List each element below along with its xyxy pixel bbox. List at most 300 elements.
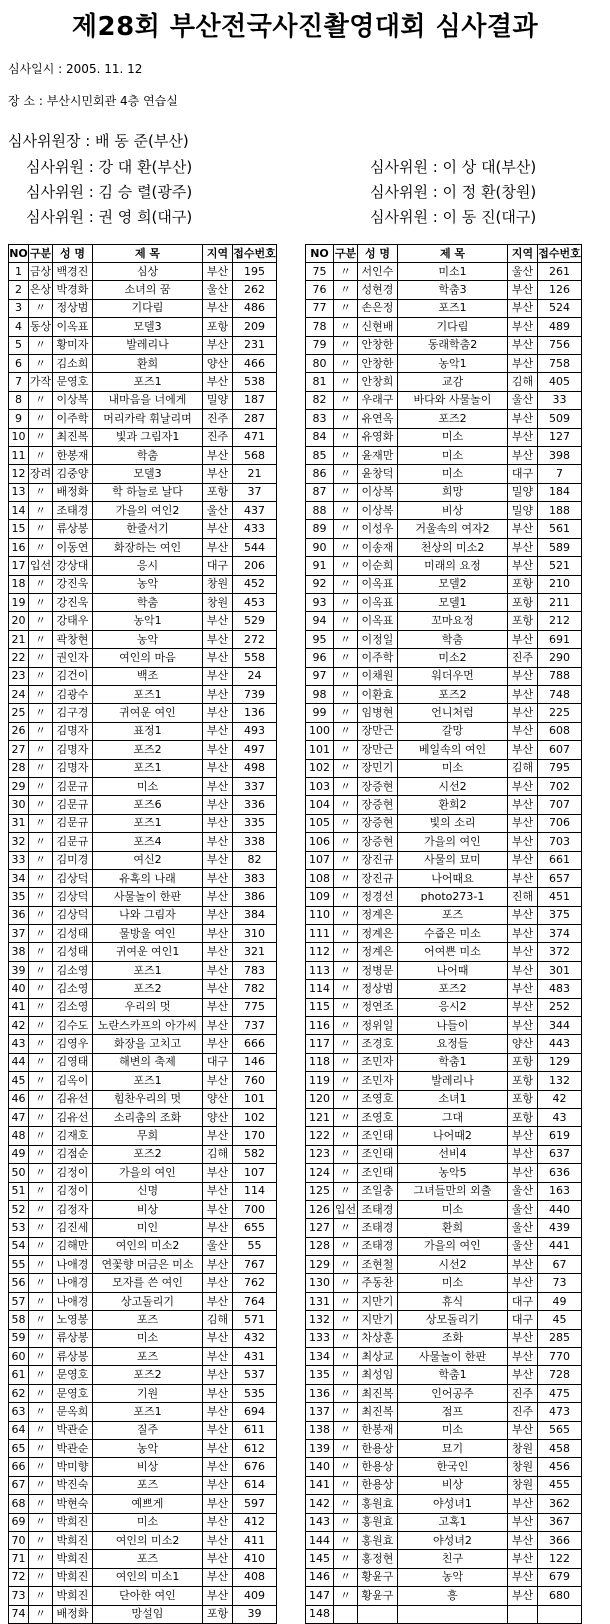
cell-category: 〃	[334, 741, 358, 759]
cell-title: 갈망	[398, 722, 508, 740]
table-row	[306, 796, 582, 814]
cell-region: 부산	[203, 1200, 233, 1218]
cell-no: 46	[9, 1090, 29, 1108]
table-row	[9, 263, 277, 281]
table-row	[306, 1053, 582, 1071]
cell-entry-no: 408	[233, 1568, 277, 1586]
col-header-name: 성 명	[358, 245, 398, 263]
cell-name: 김구경	[53, 704, 93, 722]
cell-title: 나어때요	[398, 869, 508, 887]
cell-no: 138	[306, 1421, 334, 1439]
cell-category: 〃	[29, 1219, 53, 1237]
cell-no: 38	[9, 943, 29, 961]
table-row	[306, 373, 582, 391]
cell-entry-no: 452	[233, 575, 277, 593]
cell-region: 부산	[508, 1568, 538, 1586]
cell-title: 농악	[93, 575, 203, 593]
cell-title: 학춤	[93, 446, 203, 464]
cell-entry-no: 211	[538, 594, 582, 612]
cell-name: 이주학	[358, 649, 398, 667]
cell-category: 〃	[334, 483, 358, 501]
cell-no: 90	[306, 538, 334, 556]
cell-name: 장증현	[358, 796, 398, 814]
cell-entry-no: 666	[233, 1035, 277, 1053]
table-row	[306, 1256, 582, 1274]
cell-entry-no: 431	[233, 1348, 277, 1366]
cell-region: 김해	[203, 1311, 233, 1329]
cell-name: 한봉재	[53, 446, 93, 464]
cell-entry-no: 129	[538, 1053, 582, 1071]
col-header-region: 지역	[203, 245, 233, 263]
cell-category: 〃	[334, 575, 358, 593]
cell-no: 18	[9, 575, 29, 593]
cell-name: 최성임	[358, 1366, 398, 1384]
table-row	[306, 1403, 582, 1421]
cell-title: 응시	[93, 557, 203, 575]
cell-region: 포항	[508, 1053, 538, 1071]
cell-entry-no: 607	[538, 741, 582, 759]
cell-no: 63	[9, 1403, 29, 1421]
cell-title: 망설임	[93, 1605, 203, 1623]
cell-category: 〃	[29, 1274, 53, 1292]
cell-title: 그대	[398, 1108, 508, 1126]
table-row	[9, 741, 277, 759]
cell-title: 미소	[398, 428, 508, 446]
table-row	[306, 428, 582, 446]
table-row	[306, 520, 582, 538]
cell-name: 김정이	[53, 1164, 93, 1182]
cell-name: 김명자	[53, 722, 93, 740]
cell-name: 장진규	[358, 869, 398, 887]
cell-entry-no: 132	[538, 1072, 582, 1090]
cell-name: 장증현	[358, 814, 398, 832]
cell-name: 조일충	[358, 1182, 398, 1200]
cell-category: 〃	[334, 1568, 358, 1586]
table-row	[306, 1476, 582, 1494]
cell-entry-no: 691	[538, 630, 582, 648]
cell-name: 주동찬	[358, 1274, 398, 1292]
cell-title: 미소	[398, 446, 508, 464]
cell-title: 미래의 요정	[398, 557, 508, 575]
cell-category: 〃	[334, 1440, 358, 1458]
cell-entry-no: 475	[538, 1384, 582, 1402]
cell-entry-no: 336	[233, 796, 277, 814]
cell-title: 연꽃향 머금은 미소	[93, 1256, 203, 1274]
table-row	[9, 869, 277, 887]
col-header-title: 제 목	[398, 245, 508, 263]
cell-no: 45	[9, 1072, 29, 1090]
table-row	[9, 502, 277, 520]
cell-region: 창원	[203, 575, 233, 593]
table-row	[306, 336, 582, 354]
cell-no: 3	[9, 299, 29, 317]
table-row	[306, 980, 582, 998]
cell-category: 〃	[334, 428, 358, 446]
cell-no: 143	[306, 1513, 334, 1531]
table-row	[9, 1256, 277, 1274]
cell-category: 〃	[334, 925, 358, 943]
cell-category: 〃	[334, 1274, 358, 1292]
cell-no: 22	[9, 649, 29, 667]
cell-name: 김유선	[53, 1090, 93, 1108]
cell-name: 김해만	[53, 1237, 93, 1255]
cell-entry-no: 252	[538, 998, 582, 1016]
cell-title: 모델3	[93, 318, 203, 336]
cell-no: 47	[9, 1108, 29, 1126]
cell-title: 유혹의 나래	[93, 869, 203, 887]
cell-name: 배정화	[53, 1605, 93, 1623]
cell-no: 96	[306, 649, 334, 667]
cell-entry-no: 788	[538, 667, 582, 685]
cell-category: 〃	[334, 704, 358, 722]
table-row	[306, 1292, 582, 1310]
cell-no: 11	[9, 446, 29, 464]
table-row	[9, 281, 277, 299]
cell-category: 〃	[29, 575, 53, 593]
table-row	[9, 833, 277, 851]
cell-entry-no: 170	[233, 1127, 277, 1145]
cell-entry-no: 136	[233, 704, 277, 722]
col-header-entry-no: 접수번호	[233, 245, 277, 263]
cell-no: 117	[306, 1035, 334, 1053]
cell-title: 상모돌리기	[398, 1311, 508, 1329]
cell-category: 〃	[334, 373, 358, 391]
cell-entry-no: 102	[233, 1108, 277, 1126]
cell-category: 〃	[334, 1384, 358, 1402]
cell-category: 〃	[334, 502, 358, 520]
cell-no: 23	[9, 667, 29, 685]
cell-no: 9	[9, 410, 29, 428]
table-row	[306, 961, 582, 979]
cell-region: 부산	[203, 299, 233, 317]
cell-entry-no: 440	[538, 1200, 582, 1218]
cell-title: 비상	[398, 1476, 508, 1494]
cell-region: 양산	[203, 1090, 233, 1108]
cell-name: 한봉재	[358, 1421, 398, 1439]
cell-title: 모자를 쓴 여인	[93, 1274, 203, 1292]
table-header-row	[9, 245, 277, 263]
cell-name: 최진복	[53, 428, 93, 446]
cell-category: 〃	[334, 391, 358, 409]
cell-title: 귀여운 여인	[93, 704, 203, 722]
table-row	[9, 318, 277, 336]
cell-category: 〃	[334, 318, 358, 336]
cell-region: 부산	[508, 428, 538, 446]
cell-name: 정경선	[358, 888, 398, 906]
cell-entry-no: 619	[538, 1127, 582, 1145]
cell-title: 미소	[398, 1274, 508, 1292]
table-row	[306, 1219, 582, 1237]
cell-region: 부산	[508, 741, 538, 759]
cell-title: 가을의 여인2	[93, 502, 203, 520]
cell-category: 가작	[29, 373, 53, 391]
cell-no: 76	[306, 281, 334, 299]
cell-region: 부산	[508, 814, 538, 832]
cell-name: 장증현	[358, 833, 398, 851]
cell-title: 흥	[398, 1587, 508, 1605]
cell-region: 부산	[203, 833, 233, 851]
cell-region: 부산	[508, 538, 538, 556]
cell-region: 부산	[203, 1513, 233, 1531]
table-row	[306, 1329, 582, 1347]
cell-title: 포즈2	[398, 685, 508, 703]
cell-title: 농악	[398, 1568, 508, 1586]
cell-category: 〃	[29, 1164, 53, 1182]
cell-entry-no: 782	[233, 980, 277, 998]
cell-region: 부산	[508, 1421, 538, 1439]
cell-region: 창원	[508, 1458, 538, 1476]
cell-name: 문영호	[53, 1366, 93, 1384]
cell-entry-no: 544	[233, 538, 277, 556]
cell-category: 장려	[29, 465, 53, 483]
cell-category: 〃	[29, 741, 53, 759]
cell-region: 부산	[203, 1568, 233, 1586]
cell-category: 〃	[29, 906, 53, 924]
cell-no: 70	[9, 1531, 29, 1549]
cell-entry-no: 337	[233, 777, 277, 795]
cell-entry-no: 362	[538, 1495, 582, 1513]
table-row	[306, 263, 582, 281]
cell-region: 포항	[508, 612, 538, 630]
cell-entry-no: 535	[233, 1384, 277, 1402]
table-row	[306, 465, 582, 483]
cell-title: 미소	[398, 1421, 508, 1439]
table-row	[9, 520, 277, 538]
cell-region: 부산	[203, 1292, 233, 1310]
cell-name: 곽창현	[53, 630, 93, 648]
cell-entry-no: 188	[538, 502, 582, 520]
cell-region: 부산	[203, 1348, 233, 1366]
cell-no: 131	[306, 1292, 334, 1310]
cell-region: 포항	[508, 575, 538, 593]
cell-title: 미소	[398, 465, 508, 483]
cell-entry-no: 187	[233, 391, 277, 409]
table-row	[9, 1072, 277, 1090]
cell-no: 57	[9, 1292, 29, 1310]
cell-no: 61	[9, 1366, 29, 1384]
cell-name: 이환효	[358, 685, 398, 703]
cell-name: 정계은	[358, 943, 398, 961]
cell-name: 김영태	[53, 1053, 93, 1071]
table-row	[9, 1384, 277, 1402]
cell-no: 114	[306, 980, 334, 998]
cell-name: 김점순	[53, 1145, 93, 1163]
cell-title: 비상	[93, 1458, 203, 1476]
cell-no: 56	[9, 1274, 29, 1292]
cell-entry-no: 707	[538, 796, 582, 814]
cell-category: 〃	[334, 1495, 358, 1513]
jury-chair: 심사위원장 : 배 동 준(부산)	[8, 132, 189, 150]
cell-category: 〃	[334, 538, 358, 556]
cell-name: 김문규	[53, 833, 93, 851]
cell-region: 부산	[203, 888, 233, 906]
cell-region: 울산	[203, 1237, 233, 1255]
cell-region: 진주	[508, 649, 538, 667]
table-row	[306, 685, 582, 703]
cell-title: 해변의 축제	[93, 1053, 203, 1071]
table-row	[9, 796, 277, 814]
cell-region: 포항	[203, 1605, 233, 1623]
cell-region: 대구	[508, 1311, 538, 1329]
cell-no: 128	[306, 1237, 334, 1255]
results-table-left	[8, 244, 277, 1624]
cell-title: 학춤1	[398, 1366, 508, 1384]
cell-title: 화장하는 여인	[93, 538, 203, 556]
cell-category	[334, 1605, 358, 1623]
cell-name: 김정자	[53, 1200, 93, 1218]
table-row	[9, 925, 277, 943]
table-row	[9, 557, 277, 575]
cell-category: 〃	[29, 483, 53, 501]
cell-region: 김해	[508, 759, 538, 777]
cell-title: 소리춤의 조화	[93, 1108, 203, 1126]
cell-region: 부산	[203, 685, 233, 703]
cell-no: 66	[9, 1458, 29, 1476]
cell-no: 55	[9, 1256, 29, 1274]
page-title: 제28회 부산전국사진촬영대회 심사결과	[71, 12, 539, 42]
cell-no: 125	[306, 1182, 334, 1200]
cell-entry-no: 443	[538, 1035, 582, 1053]
cell-entry-no: 310	[233, 925, 277, 943]
cell-name: 조인태	[358, 1145, 398, 1163]
cell-region: 부산	[508, 1550, 538, 1568]
cell-region: 진해	[508, 888, 538, 906]
cell-no: 88	[306, 502, 334, 520]
cell-title: 나들이	[398, 1017, 508, 1035]
cell-region: 부산	[203, 465, 233, 483]
cell-category: 〃	[334, 612, 358, 630]
cell-entry-no: 375	[538, 906, 582, 924]
cell-region: 부산	[203, 612, 233, 630]
table-row	[306, 1274, 582, 1292]
cell-region: 부산	[203, 759, 233, 777]
cell-name: 홍원효	[358, 1495, 398, 1513]
cell-name: 손은정	[358, 299, 398, 317]
cell-name: 이순희	[358, 557, 398, 575]
table-row	[306, 777, 582, 795]
cell-category: 〃	[334, 685, 358, 703]
table-row	[9, 906, 277, 924]
cell-category: 〃	[29, 428, 53, 446]
cell-region: 부산	[508, 1145, 538, 1163]
table-row	[9, 373, 277, 391]
cell-title: 기원	[93, 1384, 203, 1402]
cell-title: 여인의 미소1	[93, 1568, 203, 1586]
cell-entry-no: 49	[538, 1292, 582, 1310]
cell-entry-no: 441	[538, 1237, 582, 1255]
cell-category: 〃	[29, 410, 53, 428]
col-header-category: 구분	[29, 245, 53, 263]
cell-entry-no: 82	[233, 851, 277, 869]
cell-category: 〃	[29, 336, 53, 354]
cell-title: 백조	[93, 667, 203, 685]
cell-no: 95	[306, 630, 334, 648]
cell-no: 91	[306, 557, 334, 575]
cell-no: 123	[306, 1145, 334, 1163]
cell-category: 〃	[334, 1366, 358, 1384]
cell-category: 〃	[29, 851, 53, 869]
cell-category: 〃	[29, 833, 53, 851]
table-row	[306, 704, 582, 722]
cell-entry-no: 405	[538, 373, 582, 391]
table-row	[306, 759, 582, 777]
cell-no: 79	[306, 336, 334, 354]
cell-name: 이정일	[358, 630, 398, 648]
cell-no: 21	[9, 630, 29, 648]
cell-entry-no: 344	[538, 1017, 582, 1035]
cell-name: 나애경	[53, 1256, 93, 1274]
cell-no: 132	[306, 1311, 334, 1329]
cell-category: 〃	[334, 796, 358, 814]
cell-category: 〃	[334, 814, 358, 832]
cell-entry-no: 538	[233, 373, 277, 391]
cell-entry-no: 45	[538, 1311, 582, 1329]
cell-no: 86	[306, 465, 334, 483]
cell-entry-no: 657	[538, 869, 582, 887]
cell-no: 49	[9, 1145, 29, 1163]
cell-entry-no: 432	[233, 1329, 277, 1347]
table-row	[306, 1108, 582, 1126]
cell-name: 김문규	[53, 796, 93, 814]
cell-title: 교감	[398, 373, 508, 391]
cell-entry-no: 114	[233, 1182, 277, 1200]
cell-title: 학춤3	[398, 281, 508, 299]
cell-category: 〃	[334, 1090, 358, 1108]
cell-region: 양산	[508, 1035, 538, 1053]
cell-no: 99	[306, 704, 334, 722]
cell-region: 양산	[203, 1108, 233, 1126]
cell-entry-no: 680	[538, 1587, 582, 1605]
cell-no: 58	[9, 1311, 29, 1329]
cell-no: 135	[306, 1366, 334, 1384]
cell-name: 김상덕	[53, 869, 93, 887]
cell-region: 진주	[508, 1403, 538, 1421]
cell-region: 부산	[508, 630, 538, 648]
cell-name: 박관순	[53, 1421, 93, 1439]
col-header-no: NO	[306, 245, 334, 263]
cell-region: 부산	[203, 1550, 233, 1568]
cell-name: 최상교	[358, 1348, 398, 1366]
cell-region: 부산	[203, 869, 233, 887]
table-row	[9, 649, 277, 667]
cell-entry-no: 783	[233, 961, 277, 979]
cell-title: 요정들	[398, 1035, 508, 1053]
cell-no: 134	[306, 1348, 334, 1366]
cell-title: 포즈1	[93, 1072, 203, 1090]
table-row	[306, 814, 582, 832]
cell-title: 미소	[398, 1200, 508, 1218]
cell-name: 류상봉	[53, 1348, 93, 1366]
cell-no: 2	[9, 281, 29, 299]
cell-title: 포즈1	[93, 685, 203, 703]
table-row	[306, 1421, 582, 1439]
cell-title: 미소	[93, 777, 203, 795]
table-row	[9, 1421, 277, 1439]
cell-name: 권인자	[53, 649, 93, 667]
cell-no: 13	[9, 483, 29, 501]
table-row	[306, 1182, 582, 1200]
cell-category: 〃	[334, 833, 358, 851]
judging-place: 장 소 : 부산시민회관 4층 연습실	[8, 94, 178, 108]
cell-category: 〃	[29, 777, 53, 795]
table-row	[306, 630, 582, 648]
cell-title: 여인의 미소2	[93, 1237, 203, 1255]
cell-name: 문영호	[53, 1384, 93, 1402]
cell-name: 박현숙	[53, 1495, 93, 1513]
table-row	[306, 502, 582, 520]
cell-no: 118	[306, 1053, 334, 1071]
cell-category: 〃	[29, 869, 53, 887]
